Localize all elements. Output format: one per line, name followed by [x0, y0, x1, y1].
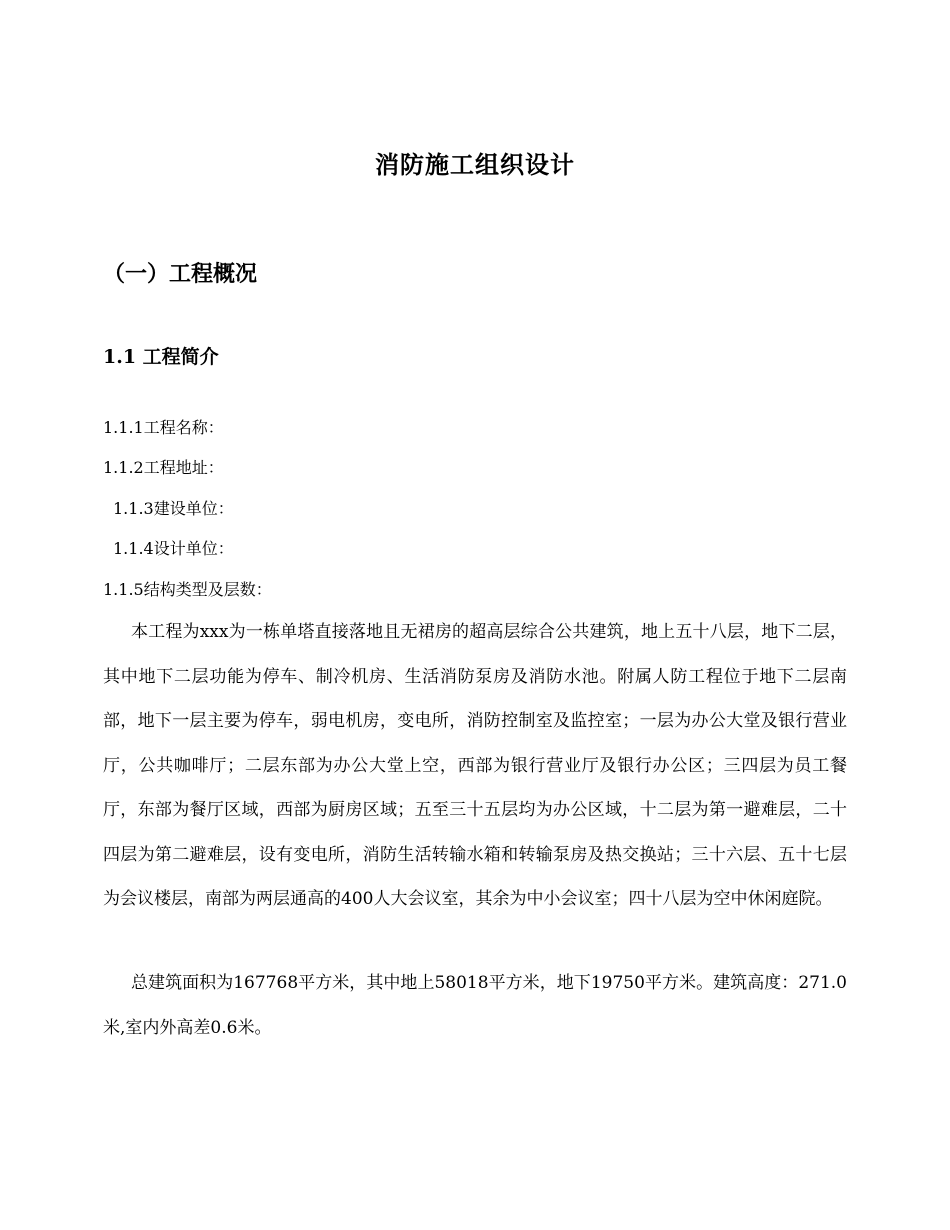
item-design-unit: 1.1.4设计单位： — [113, 539, 234, 558]
item-construction-unit: 1.1.3建设单位： — [113, 499, 234, 518]
document-title: 消防施工组织设计 — [375, 150, 575, 179]
paragraph-building-description: 本工程为xxx为一栋单塔直接落地且无裙房的超高层综合公共建筑，地上五十八层，地下二层，其中地下二层功能为停车、制冷机房、生活消防泵房及消防水池。附属人防工程位于地下二层南部，地下一层主要为停车，弱电机房，变电所，消防控制室及监控室；一层为办公大堂及银行营业厅，公共咖啡厅；二层东部为办公大堂上空，西部为银行营业厅及银行办公区；三四层为员工餐厅，东部为餐厅区域，西部为厨房区域；五至三十五层均为办公区域，十二层为第一避难层，二十四层为第二避难层，设有变电所，消防生活转输水箱和转输泵房及热交换站；三十六层、五十七层为会议楼层，南部为两层通高的400人大会议室，其余为中小会议室；四十八层为空中休闲庭院。 — [103, 622, 847, 909]
item-structure-type: 1.1.5结构类型及层数： — [103, 580, 272, 599]
subsection-heading: 1.1 工程简介 — [103, 346, 219, 368]
item-project-name: 1.1.1工程名称： — [103, 418, 224, 437]
section-heading: （一）工程概况 — [103, 261, 258, 287]
item-project-address: 1.1.2工程地址： — [103, 458, 224, 477]
paragraph-building-area: 总建筑面积为167768平方米，其中地上58018平方米，地下19750平方米。建筑高度：271.0米,室内外高差0.6米。 — [103, 973, 847, 1038]
